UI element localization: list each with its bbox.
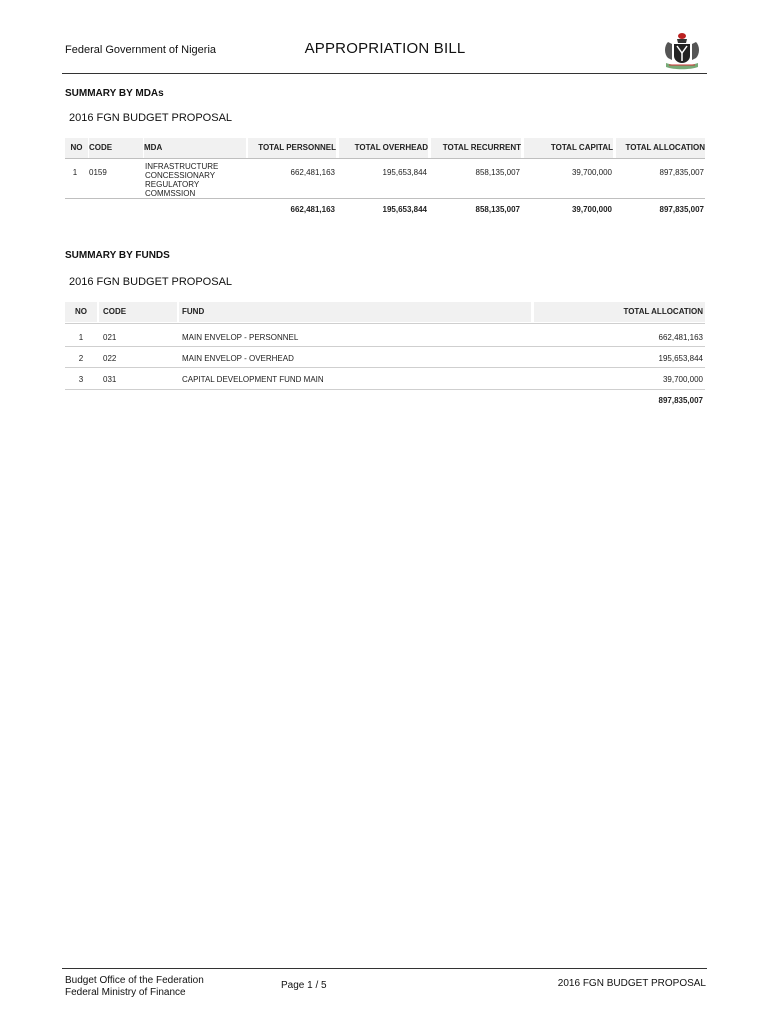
col-total-overhead: TOTAL OVERHEAD (339, 138, 428, 158)
header-divider (62, 73, 707, 74)
row-no: 2 (78, 354, 84, 363)
row-code: 021 (103, 333, 117, 342)
row-allocation: 662,481,163 (658, 333, 703, 342)
mda-summary-subtitle: 2016 FGN BUDGET PROPOSAL (69, 112, 233, 124)
row-mda-line: INFRASTRUCTURE (145, 162, 219, 171)
footer-ministry: Federal Ministry of Finance (65, 987, 186, 998)
fund-table-header (65, 302, 705, 322)
col-total-capital: TOTAL CAPITAL (524, 138, 613, 158)
row-total-capital: 39,700,000 (571, 168, 612, 177)
col-code: CODE (89, 138, 143, 158)
row-allocation: 195,653,844 (658, 354, 703, 363)
row-allocation: 39,700,000 (662, 375, 703, 384)
footer-document-name: 2016 FGN BUDGET PROPOSAL (557, 978, 706, 989)
row-mda-line: COMMSSION (145, 189, 196, 198)
col-total-personnel: TOTAL PERSONNEL (248, 138, 336, 158)
row-fund: CAPITAL DEVELOPMENT FUND MAIN (182, 375, 324, 384)
divider (65, 367, 705, 368)
col-total-allocation: TOTAL ALLOCATION (616, 138, 705, 158)
col-code: CODE (99, 302, 177, 322)
col-fund: FUND (179, 302, 531, 322)
fund-total-allocation: 897,835,007 (658, 396, 703, 405)
divider (65, 198, 705, 199)
col-total-allocation: TOTAL ALLOCATION (534, 302, 705, 322)
row-total-allocation: 897,835,007 (659, 168, 704, 177)
total-recurrent: 858,135,007 (475, 205, 520, 214)
mda-summary-heading: SUMMARY BY MDAs (65, 88, 164, 99)
table-row (65, 372, 705, 388)
footer-office: Budget Office of the Federation (65, 975, 204, 986)
col-mda: MDA (144, 138, 246, 158)
totals-row (65, 396, 705, 408)
total-capital: 39,700,000 (571, 205, 612, 214)
row-fund: MAIN ENVELOP - OVERHEAD (182, 354, 294, 363)
mda-table-header (65, 138, 705, 158)
fund-summary-subtitle: 2016 FGN BUDGET PROPOSAL (69, 276, 233, 288)
divider (65, 346, 705, 347)
row-mda-line: CONCESSIONARY (145, 171, 216, 180)
col-total-recurrent: TOTAL RECURRENT (431, 138, 521, 158)
divider (65, 389, 705, 390)
header-org-name: Federal Government of Nigeria (65, 44, 217, 56)
divider (65, 323, 705, 324)
row-code: 022 (103, 354, 117, 363)
table-row (65, 162, 705, 198)
table-row (65, 351, 705, 367)
total-allocation: 897,835,007 (659, 205, 704, 214)
page-number: Page 1 / 5 (281, 980, 327, 991)
row-mda (145, 162, 218, 198)
document-title: APPROPRIATION BILL (304, 40, 466, 57)
total-overhead: 195,653,844 (382, 205, 427, 214)
row-code: 031 (103, 375, 117, 384)
total-personnel: 662,481,163 (290, 205, 335, 214)
row-code: 0159 (89, 168, 107, 177)
nigeria-coat-of-arms-icon (660, 30, 704, 70)
row-fund: MAIN ENVELOP - PERSONNEL (182, 333, 299, 342)
footer-divider (62, 968, 707, 969)
row-no: 3 (78, 375, 84, 384)
row-total-personnel: 662,481,163 (290, 168, 335, 177)
row-no: 1 (72, 168, 78, 177)
row-mda-line: REGULATORY (145, 180, 200, 189)
col-no: NO (65, 138, 88, 158)
row-no: 1 (78, 333, 84, 342)
row-total-overhead: 195,653,844 (382, 168, 427, 177)
totals-row (65, 205, 705, 217)
col-no: NO (65, 302, 97, 322)
divider (65, 158, 705, 159)
fund-summary-heading: SUMMARY BY FUNDS (65, 250, 170, 261)
table-row (65, 330, 705, 346)
row-total-recurrent: 858,135,007 (475, 168, 520, 177)
